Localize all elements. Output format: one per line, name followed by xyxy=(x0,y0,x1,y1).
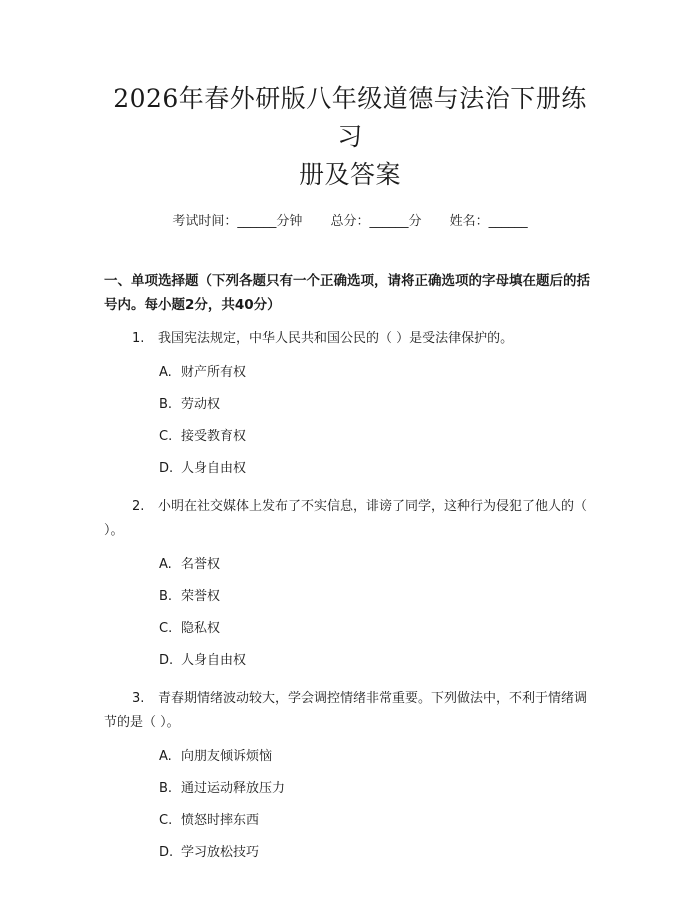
option-text: 通过运动释放压力 xyxy=(181,781,286,796)
page-title xyxy=(104,0,596,194)
option-text: 人身自由权 xyxy=(181,653,247,668)
option-letter: B. xyxy=(159,589,173,604)
total-score-unit: 分 xyxy=(408,214,422,229)
title-line-1: 2026年春外研版八年级道德与法治下册练习 xyxy=(113,84,587,151)
exam-time-unit: 分钟 xyxy=(276,214,303,229)
option-text: 劳动权 xyxy=(181,397,221,412)
option-text: 学习放松技巧 xyxy=(181,845,260,860)
option-a xyxy=(159,549,596,581)
option-c xyxy=(159,805,596,837)
option-letter: C. xyxy=(159,429,173,444)
question-3 xyxy=(104,687,596,735)
question-2-options xyxy=(104,549,596,677)
question-3-options xyxy=(104,741,596,869)
title-line-2: 册及答案 xyxy=(298,160,401,189)
option-letter: D. xyxy=(159,845,174,860)
student-name-field xyxy=(450,210,528,229)
option-text: 隐私权 xyxy=(181,621,221,636)
question-text: 我国宪法规定，中华人民共和国公民的（ ）是受法律保护的。 xyxy=(158,331,514,346)
exam-info xyxy=(104,210,596,229)
option-letter: C. xyxy=(159,813,173,828)
exam-time-blank: ______ xyxy=(237,214,277,229)
option-a xyxy=(159,357,596,389)
question-number: 1. xyxy=(132,331,145,346)
question-text: 小明在社交媒体上发布了不实信息，诽谤了同学，这种行为侵犯了他人的（ ）。 xyxy=(104,499,588,538)
option-letter: C. xyxy=(159,621,173,636)
option-letter: A. xyxy=(159,749,172,764)
option-letter: A. xyxy=(159,365,172,380)
question-text: 青春期情绪波动较大，学会调控情绪非常重要。下列做法中，不利于情绪调节的是（ ）。 xyxy=(104,691,588,730)
option-c xyxy=(159,613,596,645)
section-heading: 一、单项选择题（下列各题只有一个正确选项，请将正确选项的字母填在题后的括号内。每小题2分，共40分） xyxy=(104,273,590,313)
option-text: 财产所有权 xyxy=(181,365,247,380)
exam-time-label: 考试时间： xyxy=(172,214,238,229)
total-score-label: 总分： xyxy=(330,214,370,229)
total-score-blank: ______ xyxy=(369,214,409,229)
option-b xyxy=(159,773,596,805)
option-text: 向朋友倾诉烦恼 xyxy=(181,749,273,764)
option-letter: B. xyxy=(159,781,173,796)
option-text: 荣誉权 xyxy=(181,589,221,604)
question-number: 2. xyxy=(132,499,145,514)
exam-time-field xyxy=(172,210,302,229)
student-name-label: 姓名： xyxy=(449,214,489,229)
option-d xyxy=(159,453,596,485)
student-name-blank: ______ xyxy=(488,214,528,229)
option-letter: A. xyxy=(159,557,172,572)
question-1-options xyxy=(104,357,596,485)
option-letter: B. xyxy=(159,397,173,412)
option-text: 人身自由权 xyxy=(181,461,247,476)
option-d xyxy=(159,837,596,869)
option-b xyxy=(159,581,596,613)
question-number: 3. xyxy=(132,691,145,706)
question-1 xyxy=(104,327,596,351)
total-score-field xyxy=(330,210,421,229)
option-letter: D. xyxy=(159,461,174,476)
question-2 xyxy=(104,495,596,543)
option-c xyxy=(159,421,596,453)
option-text: 名誉权 xyxy=(181,557,221,572)
option-text: 愤怒时摔东西 xyxy=(181,813,260,828)
option-letter: D. xyxy=(159,653,174,668)
option-a xyxy=(159,741,596,773)
option-b xyxy=(159,389,596,421)
option-d xyxy=(159,645,596,677)
option-text: 接受教育权 xyxy=(181,429,247,444)
